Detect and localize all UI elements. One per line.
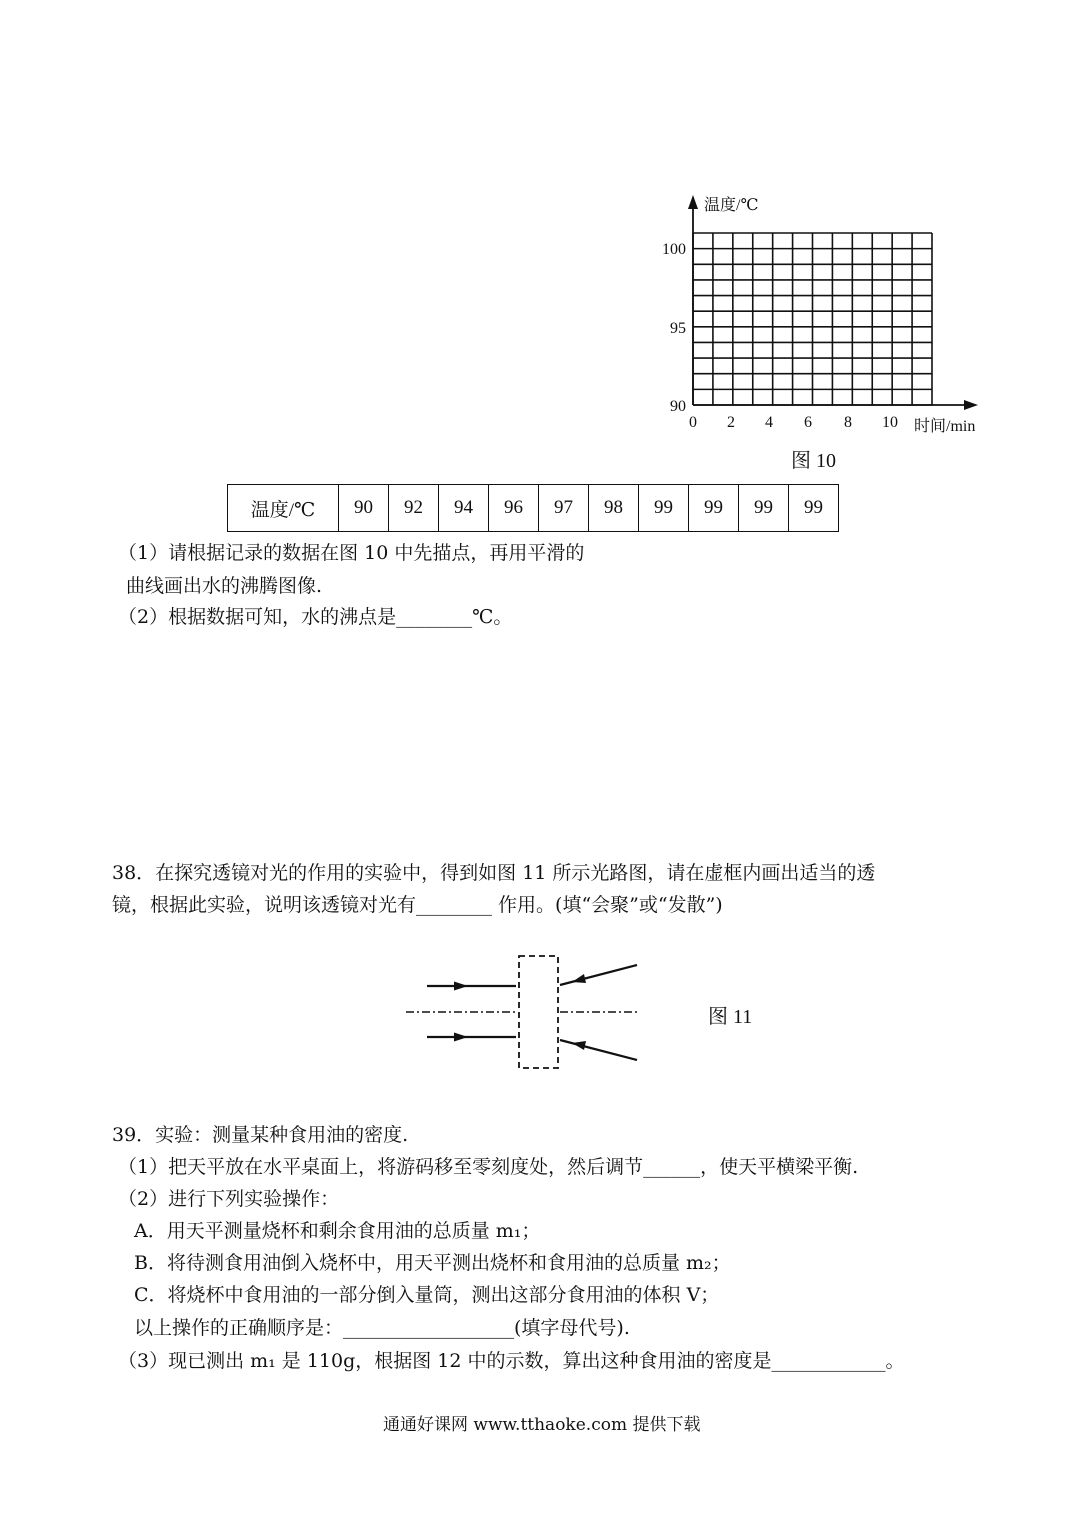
- x-axis-arrow: [964, 400, 978, 410]
- table-cell: 96: [489, 485, 539, 532]
- y-tick-100: 100: [662, 241, 686, 258]
- refracted-ray-top: [560, 965, 637, 985]
- table-cell: 99: [689, 485, 739, 532]
- figure-11-light-path: [400, 948, 650, 1078]
- y-tick-90: 90: [670, 398, 686, 415]
- arrow-bottom-in: [454, 1033, 468, 1042]
- q39-title: 39．实验：测量某种食用油的密度.: [112, 1124, 409, 1146]
- x-tick-4: 4: [765, 414, 773, 431]
- table-cell: 99: [789, 485, 839, 532]
- x-tick-10: 10: [882, 414, 898, 431]
- temperature-table: [227, 484, 839, 532]
- table-cell: 99: [739, 485, 789, 532]
- figure-11-caption: 图 11: [708, 1006, 753, 1028]
- table-cell: 94: [439, 485, 489, 532]
- y-axis-arrow: [688, 195, 698, 209]
- table-cell: 99: [639, 485, 689, 532]
- y-tick-95: 95: [670, 320, 686, 337]
- arrow-bottom-out: [572, 1041, 586, 1050]
- x-axis-label: 时间/min: [914, 418, 976, 435]
- q39-part2: （2）进行下列实验操作：: [118, 1188, 340, 1210]
- q38-line2: 镜，根据此实验，说明该透镜对光有________ 作用。(填“会聚”或“发散”): [112, 894, 723, 916]
- x-tick-6: 6: [804, 414, 812, 431]
- arrow-top-in: [454, 982, 468, 991]
- x-tick-0: 0: [689, 414, 697, 431]
- table-cell: 92: [389, 485, 439, 532]
- q37-part2: （2）根据数据可知，水的沸点是________℃。: [118, 606, 513, 628]
- q39-part1: （1）把天平放在水平桌面上，将游码移至零刻度处，然后调节______，使天平横梁平衡.: [118, 1156, 859, 1178]
- table-header-cell: 温度/℃: [228, 485, 339, 532]
- q39-part3: （3）现已测出 m₁ 是 110g，根据图 12 中的示数，算出这种食用油的密度是____________。: [118, 1350, 905, 1372]
- table-cell: 98: [589, 485, 639, 532]
- y-axis-label: 温度/℃: [704, 197, 759, 214]
- x-tick-8: 8: [844, 414, 852, 431]
- q37-part1-line2: 曲线画出水的沸腾图像.: [126, 575, 323, 597]
- lens-dashed-box: [519, 956, 558, 1068]
- arrow-top-out: [572, 974, 586, 983]
- figure-10-grid-chart: [640, 185, 990, 445]
- x-tick-2: 2: [727, 414, 735, 431]
- table-cell: 97: [539, 485, 589, 532]
- figure-10-caption: 图 10: [791, 450, 836, 472]
- q38-line1: 38．在探究透镜对光的作用的实验中，得到如图 11 所示光路图，请在虚框内画出适当的透: [112, 862, 876, 884]
- table-row: [228, 485, 839, 532]
- refracted-ray-bottom: [560, 1040, 637, 1060]
- q39-option-a: A．用天平测量烧杯和剩余食用油的总质量 m₁；: [134, 1220, 541, 1242]
- q39-order: 以上操作的正确顺序是：__________________(填字母代号).: [134, 1317, 630, 1339]
- grid-lines: [693, 233, 932, 405]
- q37-part1-line1: （1）请根据记录的数据在图 10 中先描点，再用平滑的: [118, 542, 585, 564]
- q39-option-b: B．将待测食用油倒入烧杯中，用天平测出烧杯和食用油的总质量 m₂；: [134, 1252, 731, 1274]
- page-footer: 通通好课网 www.tthaoke.com 提供下载: [383, 1415, 701, 1435]
- table-cell: 90: [339, 485, 389, 532]
- q39-option-c: C．将烧杯中食用油的一部分倒入量筒，测出这部分食用油的体积 V；: [134, 1284, 720, 1306]
